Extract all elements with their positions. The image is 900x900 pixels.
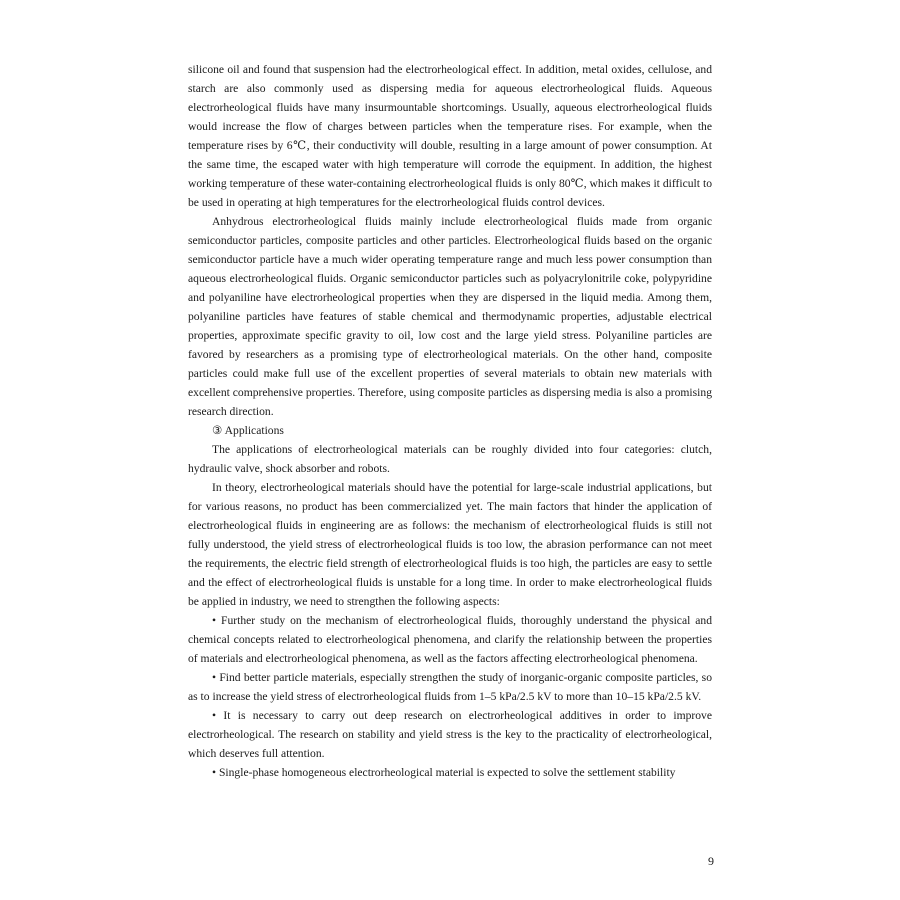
page-number: 9 — [708, 854, 714, 868]
paragraph-aqueous-fluids: silicone oil and found that suspension had the electrorheological effect. In addition, metal oxides, cellulose, and starch are also commonly used as dispersing media for aqueous electrorheological fluids. Aqueous electrorheological fluids have many insurmountable shortcomings. Usually, aqueous electrorheological fluids would increase the flow of charges between particles when the temperature rises. For example, when the temperature rises by 6℃, their conductivity will double, resulting in a large amount of power consumption. At the same time, the escaped water with high temperature will corrode the equipment. In addition, the highest working temperature of these water-containing electrorheological fluids is only 80℃, which makes it difficult to be used in operating at high temperatures for the electrorheological fluids control devices. — [188, 63, 712, 209]
paragraph-anhydrous-fluids: Anhydrous electrorheological fluids mainly include electrorheological fluids made from organic semiconductor particles, composite particles and other particles. Electrorheological fluids based on the organic semiconductor particle have a much wider operating temperature range and much less power consumption than aqueous electrorheological fluids. Organic semiconductor particles such as polyacrylonitrile coke, polypyridine and polyaniline have electrorheological properties when they are dispersed in the liquid media. Among them, polyaniline particles have features of stable chemical and thermodynamic properties, adjustable electrical properties, approximate specific gravity to oil, low cost and the large yield stress. Polyaniline particles are favored by researchers as a promising type of electrorheological materials. On the other hand, composite particles could make full use of the excellent properties of several materials to obtain new materials with excellent comprehensive properties. Therefore, using composite particles as dispersing media is also a promising research direction. — [188, 215, 712, 418]
section-heading-applications: ③ Applications — [212, 424, 284, 437]
bullet-single-phase-material: • Single-phase homogeneous electrorheological material is expected to solve the settlement stability — [212, 766, 676, 779]
bullet-mechanism-study: • Further study on the mechanism of electrorheological fluids, thoroughly understand the physical and chemical concepts related to electrorheological phenomena, and clarify the relationship between the properties of materials and electrorheological phenomena, as well as the factors affecting electrorheological phenomena. — [188, 614, 712, 665]
paragraph-application-categories: The applications of electrorheological materials can be roughly divided into four categories: clutch, hydraulic valve, shock absorber and robots. — [188, 443, 712, 475]
bullet-particle-materials: • Find better particle materials, especially strengthen the study of inorganic-organic composite particles, so as to increase the yield stress of electrorheological fluids from 1–5 kPa/2.5 kV to more than 10–15 kPa/2.5 kV. — [188, 671, 712, 703]
body-text — [188, 60, 712, 782]
bullet-additives-research: • It is necessary to carry out deep research on electrorheological additives in order to improve electrorheological. The research on stability and yield stress is the key to the practicality of electrorheological, which deserves full attention. — [188, 709, 712, 760]
paragraph-hindering-factors: In theory, electrorheological materials should have the potential for large-scale industrial applications, but for various reasons, no product has been commercialized yet. The main factors that hinder the application of electrorheological fluids in engineering are as follows: the mechanism of electrorheological fluids is still not fully understood, the yield stress of electrorheological fluids is too low, the abrasion performance can not meet the requirements, the electric field strength of electrorheological fluids is too high, the particles are easy to settle and the effect of electrorheological fluids is unstable for a long time. In order to make electrorheological fluids be applied in industry, we need to strengthen the following aspects: — [188, 481, 712, 608]
